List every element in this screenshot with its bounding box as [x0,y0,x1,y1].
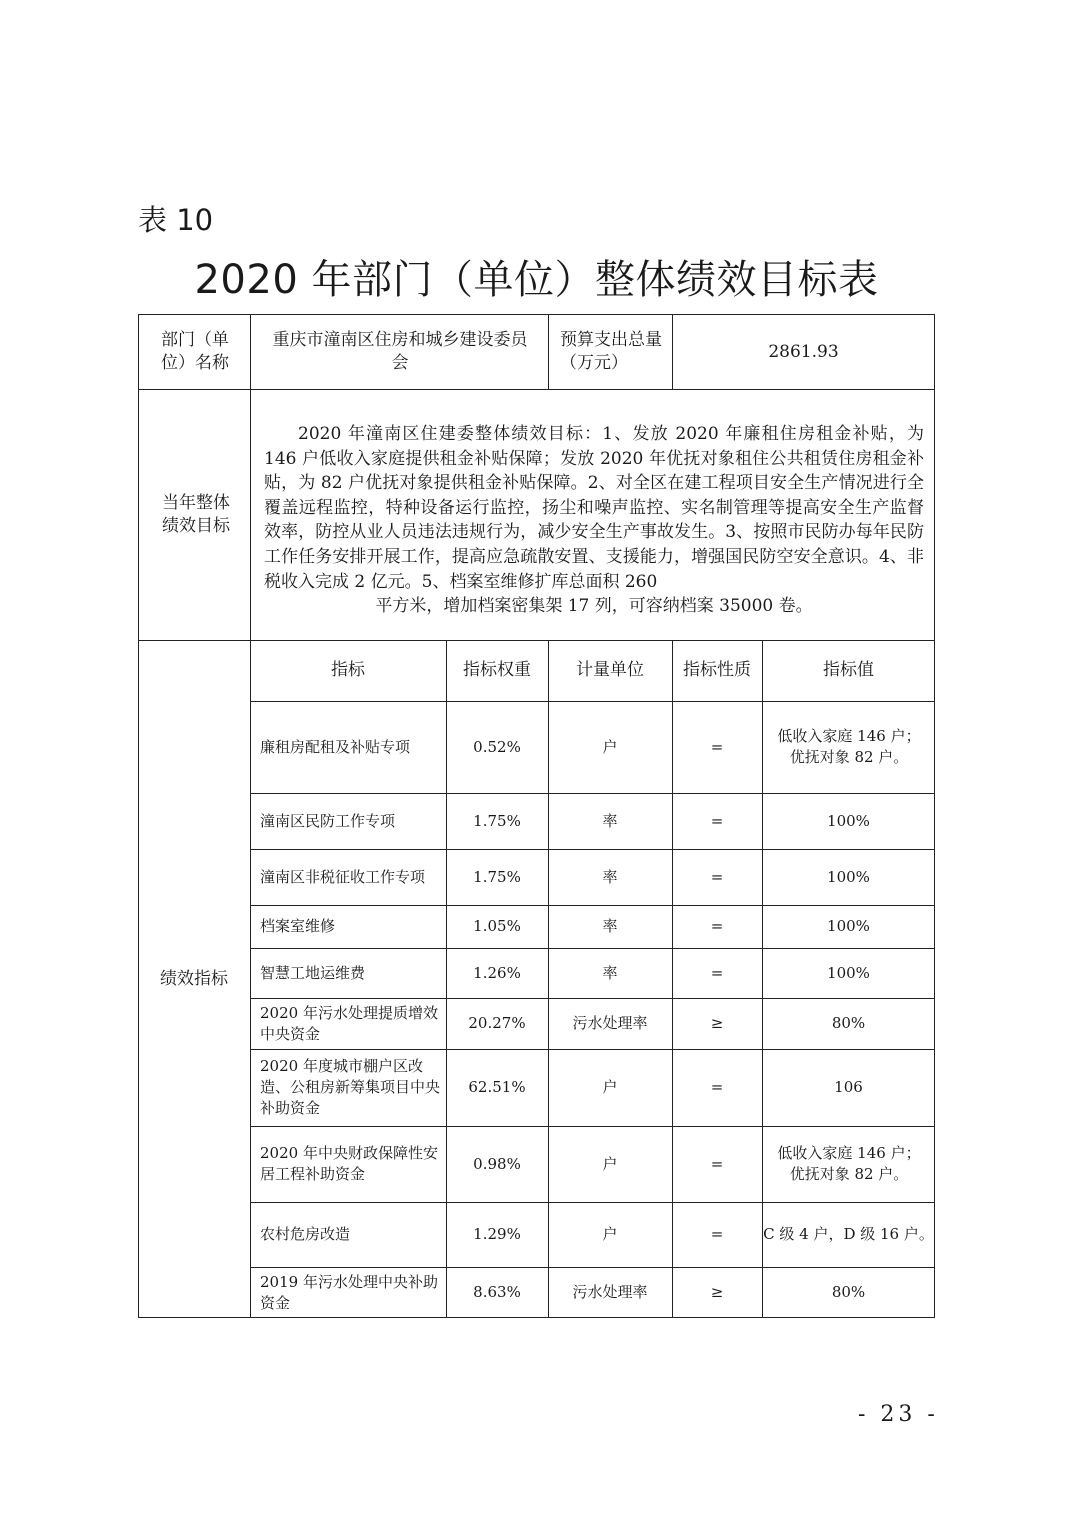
budget-label-cell: 预算支出总量（万元） [560,330,662,373]
indicator-unit: 污水处理率 [572,1014,648,1032]
indicator-weight: 20.27% [468,1014,526,1032]
indicator-nature: ≥ [710,1014,724,1032]
indicator-nature: = [710,917,724,935]
page-title: 2020 年部门（单位）整体绩效目标表 [194,257,879,303]
indicator-value: 低收入家庭 146 户；优抚对象 82 户。 [777,1144,921,1183]
indicator-weight: 1.75% [473,811,521,830]
indicator-unit: 率 [602,917,618,935]
indicator-unit: 率 [602,963,618,982]
indicator-name: 潼南区非税征收工作专项 [260,867,426,886]
indicator-weight: 0.52% [473,737,521,756]
indicator-unit: 率 [602,811,618,830]
indicator-unit: 污水处理率 [572,1283,648,1301]
column-header-unit: 计量单位 [576,660,644,680]
column-header-weight: 指标权重 [463,660,531,680]
indicator-value: 80% [831,1283,866,1301]
indicator-value: 106 [834,1078,863,1096]
indicator-weight: 8.63% [473,1283,521,1301]
indicator-value: 100% [827,811,870,830]
indicator-unit: 户 [602,1154,618,1173]
table-number-label: 表 10 [138,203,214,237]
dept-label-cell: 部门（单位）名称 [161,330,229,373]
indicator-weight: 1.29% [473,1225,521,1243]
annual-goal-text-last: 平方米，增加档案密集架 17 列，可容纳档案 35000 卷。 [375,596,813,617]
indicator-nature: = [710,963,724,982]
indicators-label: 绩效指标 [160,968,228,989]
indicator-value: 100% [827,917,870,935]
annual-goal-label: 当年整体绩效目标 [162,492,230,536]
indicator-nature: = [710,1225,724,1243]
indicator-nature: = [710,1154,724,1173]
indicator-nature: = [710,811,724,830]
grid-line [548,314,549,389]
budget-value-cell: 2861.93 [768,341,839,362]
dept-name-cell: 重庆市潼南区住房和城乡建设委员会 [272,330,528,373]
column-header-nature: 指标性质 [683,660,751,680]
column-header-value: 指标值 [823,660,874,680]
indicator-name: 2020 年污水处理提质增效中央资金 [260,1003,438,1043]
indicator-value: C 级 4 户，D 级 16 户。 [763,1225,934,1243]
indicator-unit: 率 [602,867,618,886]
indicator-nature: ≥ [710,1283,724,1301]
indicator-nature: = [710,1078,724,1096]
indicator-value: 80% [831,1014,866,1032]
indicator-name: 廉租房配租及补贴专项 [260,737,411,756]
indicator-weight: 0.98% [473,1154,521,1173]
indicator-name: 2020 年中央财政保障性安居工程补助资金 [260,1144,438,1183]
grid-line [250,314,251,1318]
indicator-name: 农村危房改造 [260,1225,351,1243]
indicator-weight: 1.05% [473,917,521,935]
annual-goal-text [264,422,924,619]
indicator-weight: 1.26% [473,963,521,982]
indicator-unit: 户 [602,1225,618,1243]
indicator-nature: = [710,867,724,886]
indicator-nature: = [710,737,724,756]
column-header-indicator: 指标 [331,660,365,680]
indicator-unit: 户 [602,1078,618,1096]
indicator-name: 2020 年度城市棚户区改造、公租房新筹集项目中央补助资金 [260,1057,441,1117]
indicator-name: 潼南区民防工作专项 [260,811,396,830]
indicator-value: 100% [827,963,870,982]
annual-goal-text-main: 2020 年潼南区住建委整体绩效目标：1、发放 2020 年廉租住房租金补贴，为 146 户低收入家庭提供租金补贴保障；发放 2020 年优抚对象租住公共租赁住房租金补贴，为 82 户优抚对象提供租金补贴保障。2、对全区在建工程项目安全生产情况进行全覆盖远程监控，特种设备运行监控，扬尘和噪声监控、实名制管理等提高安全生产监督效率，防控从业人员违法违规行为，减少安全生产事故发生。3、按照市民防办每年民防工作任务安排开展工作，提高应急疏散安置、支援能力，增强国民防空安全意识。4、非税收入完成 2 亿元。5、档案室维修扩库总面积 260 [264,424,924,592]
indicator-value: 低收入家庭 146 户；优抚对象 82 户。 [777,727,921,766]
indicator-unit: 户 [602,737,618,756]
indicator-value: 100% [827,867,870,886]
indicator-weight: 62.51% [468,1078,526,1096]
page-number: - 23 - [858,1402,939,1427]
indicator-name: 智慧工地运维费 [260,963,366,982]
indicator-weight: 1.75% [473,867,521,886]
grid-line [138,389,935,390]
indicator-name: 档案室维修 [260,917,336,935]
indicator-name: 2019 年污水处理中央补助资金 [260,1272,438,1312]
